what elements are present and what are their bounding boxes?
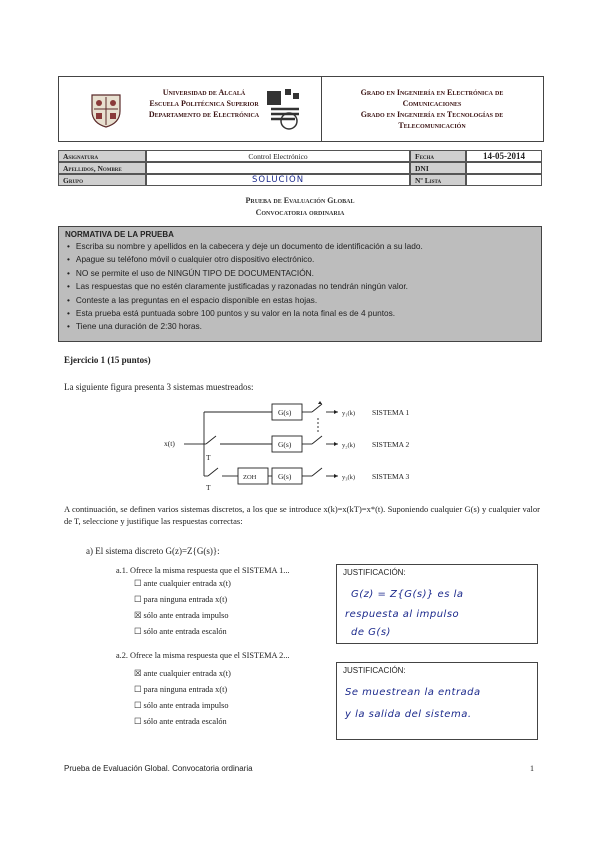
- justification-label: JUSTIFICACIÓN:: [343, 666, 406, 675]
- asignatura-value: Control Electrónico: [146, 150, 410, 162]
- page-footer: Prueba de Evaluación Global. Convocatoria ordinaria: [64, 764, 253, 773]
- justification-box-a1[interactable]: [336, 564, 538, 644]
- diagram-input-label: x(t): [164, 439, 175, 448]
- exam-title: Prueba de Evaluación Global: [245, 196, 355, 205]
- rules-list: [67, 240, 423, 334]
- department-logo-icon: [265, 87, 305, 131]
- exam-subtitle: Convocatoria ordinaria: [255, 208, 345, 217]
- sampled-systems-diagram: [160, 398, 440, 494]
- checkbox-icon[interactable]: ☐: [134, 579, 142, 588]
- rules-title: NORMATIVA DE LA PRUEBA: [65, 230, 174, 239]
- rule-item: • Conteste a las preguntas en el espacio disponible en estas hojas.: [67, 294, 423, 307]
- lista-label: Nº Lista: [410, 174, 466, 186]
- option-a2-1[interactable]: ☒ ante cualquier entrada x(t): [134, 669, 231, 678]
- question-a: a) El sistema discreto G(z)=Z{G(s)}:: [86, 546, 220, 556]
- option-a1-2[interactable]: ☐ para ninguna entrada x(t): [134, 595, 228, 604]
- grupo-value[interactable]: SOLUCIÓN: [146, 174, 410, 186]
- page-number: 1: [530, 764, 534, 773]
- checkbox-checked-icon[interactable]: ☒: [134, 669, 142, 678]
- option-a2-3[interactable]: ☐ sólo ante entrada impulso: [134, 701, 229, 710]
- rule-item: • Apague su teléfono móvil o cualquier otro dispositivo electrónico.: [67, 253, 423, 266]
- output-label-3: y₃(k): [342, 474, 356, 481]
- lista-field[interactable]: [466, 174, 542, 186]
- system-label-3: SISTEMA 3: [372, 472, 410, 481]
- fecha-value: 14-05-2014: [466, 150, 542, 162]
- rule-item: • Esta prueba está puntuada sobre 100 puntos y su valor en la nota final es de 4 puntos.: [67, 307, 423, 320]
- handwritten-answer: Se muestrean la entrada: [345, 687, 481, 698]
- exercise-title: Ejercicio 1 (15 puntos): [64, 355, 151, 365]
- sampler-T-label: T: [206, 483, 211, 492]
- apellidos-field[interactable]: [146, 162, 410, 174]
- g-block-label: G(s): [278, 472, 292, 481]
- option-a1-1[interactable]: ☐ ante cualquier entrada x(t): [134, 579, 231, 588]
- option-a2-4[interactable]: ☐ sólo ante entrada escalón: [134, 717, 227, 726]
- exercise-intro: La siguiente figura presenta 3 sistemas muestreados:: [64, 382, 254, 392]
- rule-item: • Escriba su nombre y apellidos en la cabecera y deje un documento de identificación a su lado.: [67, 240, 423, 253]
- system-label-1: SISTEMA 1: [372, 408, 410, 417]
- rule-item: • NO se permite el uso de NINGÚN TIPO DE DOCUMENTACIÓN.: [67, 267, 423, 280]
- system-label-2: SISTEMA 2: [372, 440, 410, 449]
- output-label-2: y₂(k): [342, 442, 356, 449]
- exam-rules-box: [58, 226, 542, 342]
- g-block-label: G(s): [278, 408, 292, 417]
- dni-label: DNI: [410, 162, 466, 174]
- student-info-table: [58, 150, 542, 186]
- handwritten-answer: respuesta al impulso: [345, 609, 460, 620]
- checkbox-icon[interactable]: ☐: [134, 685, 142, 694]
- handwritten-answer: de G(s): [351, 627, 391, 638]
- checkbox-icon[interactable]: ☐: [134, 627, 142, 636]
- option-a1-3[interactable]: ☒ sólo ante entrada impulso: [134, 611, 229, 620]
- fecha-label: Fecha: [410, 150, 466, 162]
- checkbox-icon[interactable]: ☐: [134, 701, 142, 710]
- rule-item: • Tiene una duración de 2:30 horas.: [67, 320, 423, 333]
- apellidos-label: Apellidos, Nombre: [58, 162, 146, 174]
- handwritten-answer: G(z) = Z{G(s)} es la: [351, 589, 464, 600]
- checkbox-checked-icon[interactable]: ☒: [134, 611, 142, 620]
- document-header: [58, 76, 544, 142]
- rule-item: • Las respuestas que no estén claramente justificadas y razonadas no tendrán ningún valor.: [67, 280, 423, 293]
- checkbox-icon[interactable]: ☐: [134, 595, 142, 604]
- checkbox-icon[interactable]: ☐: [134, 717, 142, 726]
- options-a1: [134, 576, 231, 640]
- handwritten-answer: y la salida del sistema.: [345, 709, 472, 720]
- sampler-T-label: T: [206, 453, 211, 462]
- justification-box-a2[interactable]: [336, 662, 538, 740]
- option-a2-2[interactable]: ☐ para ninguna entrada x(t): [134, 685, 228, 694]
- asignatura-label: Asignatura: [58, 150, 146, 162]
- degree-names: Grado en Ingeniería en Electrónica de Comunicaciones Grado en Ingeniería en Tecnologías de Telecomunicación: [360, 88, 504, 130]
- g-block-label: G(s): [278, 440, 292, 449]
- zoh-label: ZOH: [243, 474, 257, 481]
- output-label-1: y₁(k): [342, 410, 356, 417]
- header-left-panel: [59, 77, 322, 141]
- subquestion-a2: a.2. Ofrece la misma respuesta que el SISTEMA 2...: [116, 651, 290, 660]
- justification-label: JUSTIFICACIÓN:: [343, 568, 406, 577]
- dni-field[interactable]: [466, 162, 542, 174]
- exercise-paragraph: A continuación, se definen varios sistemas discretos, a los que se introduce x(k)=x(kT)=x*(t). Suponiendo cualquier G(s) y cualquier valor de T, seleccione y justifique las respuestas correctas:: [64, 504, 540, 526]
- subquestion-a1: a.1. Ofrece la misma respuesta que el SISTEMA 1...: [116, 566, 290, 575]
- university-crest-icon: [89, 91, 123, 129]
- options-a2: [134, 666, 231, 730]
- option-a1-4[interactable]: ☐ sólo ante entrada escalón: [134, 627, 227, 636]
- grupo-label: Grupo: [58, 174, 146, 186]
- university-name: Universidad de Alcalá Escuela Politécnica Superior Departamento de Electrónica: [148, 88, 260, 119]
